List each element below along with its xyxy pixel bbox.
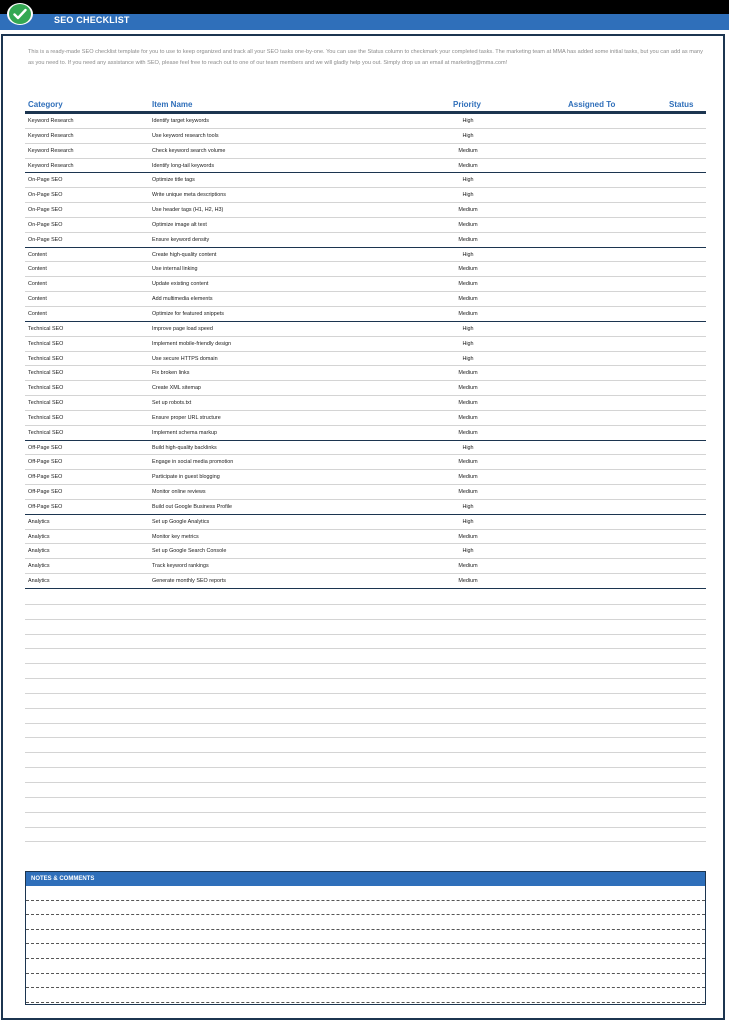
row-category: Technical SEO <box>28 355 64 362</box>
row-priority: Medium <box>458 385 478 392</box>
row-priority: Medium <box>458 266 478 273</box>
row-item-name: Build out Google Business Profile <box>152 503 233 510</box>
row-category: Technical SEO <box>28 385 64 392</box>
blank-row[interactable] <box>25 635 706 650</box>
top-black-bar <box>0 0 729 14</box>
blank-row[interactable] <box>25 813 706 828</box>
row-category: Off-Page SEO <box>28 474 63 481</box>
row-category: Keyword Research <box>28 147 74 154</box>
table-row[interactable] <box>25 470 706 485</box>
table-row[interactable] <box>25 455 706 470</box>
header-assigned-to: Assigned To <box>568 100 616 109</box>
row-item-name: Engage in social media promotion <box>152 459 234 466</box>
table-row[interactable] <box>25 396 706 411</box>
blank-row[interactable] <box>25 679 706 694</box>
row-category: On-Page SEO <box>28 221 63 228</box>
blank-row[interactable] <box>25 724 706 739</box>
row-priority: Medium <box>458 281 478 288</box>
row-category: Content <box>28 296 47 303</box>
table-row[interactable] <box>25 366 706 381</box>
row-item-name: Implement mobile-friendly design <box>152 340 232 347</box>
row-item-name: Update existing content <box>152 281 209 288</box>
table-row[interactable] <box>25 218 706 233</box>
blank-row[interactable] <box>25 753 706 768</box>
row-priority: Medium <box>458 563 478 570</box>
table-row[interactable] <box>25 485 706 500</box>
row-category: Off-Page SEO <box>28 459 63 466</box>
row-category: Keyword Research <box>28 132 74 139</box>
table-row[interactable] <box>25 173 706 188</box>
row-item-name: Monitor key metrics <box>152 533 199 540</box>
row-item-name: Identify target keywords <box>152 118 209 124</box>
row-priority: Medium <box>458 147 478 154</box>
table-row[interactable] <box>25 144 706 159</box>
row-priority: Medium <box>458 162 478 169</box>
row-priority: Medium <box>458 474 478 481</box>
row-priority: High <box>462 503 474 510</box>
blank-row[interactable] <box>25 709 706 724</box>
table-row[interactable] <box>25 277 706 292</box>
row-priority: High <box>462 251 474 258</box>
row-category: On-Page SEO <box>28 236 63 243</box>
table-row[interactable] <box>25 530 706 545</box>
note-line[interactable] <box>26 988 705 1003</box>
row-priority: Medium <box>458 414 478 421</box>
blank-rows <box>25 590 706 842</box>
blank-row[interactable] <box>25 590 706 605</box>
note-line[interactable] <box>26 886 705 901</box>
table-row[interactable] <box>25 574 706 589</box>
row-priority: Medium <box>458 489 478 496</box>
row-category: Off-Page SEO <box>28 489 63 496</box>
row-priority: High <box>462 444 474 451</box>
row-priority: High <box>462 132 474 139</box>
checkmark-logo-icon <box>7 3 33 25</box>
row-category: Keyword Research <box>28 162 74 169</box>
notes-section <box>25 871 706 1005</box>
row-category: On-Page SEO <box>28 192 63 199</box>
row-item-name: Track keyword rankings <box>152 563 209 570</box>
note-line[interactable] <box>26 930 705 945</box>
row-priority: High <box>462 177 474 184</box>
blank-row[interactable] <box>25 664 706 679</box>
row-priority: High <box>462 355 474 362</box>
header-item-name: Item Name <box>152 100 193 109</box>
row-category: Keyword Research <box>28 118 74 124</box>
row-priority: High <box>462 192 474 199</box>
row-priority: High <box>462 518 474 525</box>
row-priority: Medium <box>458 296 478 303</box>
table-row[interactable] <box>25 500 706 515</box>
row-priority: Medium <box>458 207 478 214</box>
row-priority: Medium <box>458 400 478 407</box>
row-item-name: Optimize image alt text <box>152 221 207 228</box>
blank-row[interactable] <box>25 694 706 709</box>
blank-row[interactable] <box>25 798 706 813</box>
table-row[interactable] <box>25 544 706 559</box>
row-item-name: Set up robots.txt <box>152 400 192 407</box>
row-priority: Medium <box>458 221 478 228</box>
row-category: Analytics <box>28 578 50 585</box>
intro-text: This is a ready-made SEO checklist template for you to use to keep organized and track all your SEO tasks one-by-one. You can use the Status column to checkmark your completed tasks. The marketing team at MMA has added some initial tasks, but you can add as many as you need to. If you need any assistance with SEO, please feel free to reach out to one of our team members and we will gladly help you out. Simply drop us an email at marketing@mma.com! <box>28 49 703 66</box>
row-priority: Medium <box>458 429 478 436</box>
row-priority: High <box>462 548 474 555</box>
row-category: Analytics <box>28 518 50 525</box>
note-line[interactable] <box>26 944 705 959</box>
row-item-name: Set up Google Analytics <box>152 518 210 525</box>
row-item-name: Create XML sitemap <box>152 385 201 392</box>
table-row[interactable] <box>25 129 706 144</box>
table-row[interactable] <box>25 307 706 322</box>
blank-row[interactable] <box>25 783 706 798</box>
row-priority: Medium <box>458 533 478 540</box>
note-line[interactable] <box>26 901 705 916</box>
row-item-name: Add multimedia elements <box>152 296 213 303</box>
row-item-name: Implement schema markup <box>152 429 218 436</box>
row-item-name: Identify long-tail keywords <box>152 162 215 169</box>
row-category: Off-Page SEO <box>28 503 63 510</box>
row-item-name: Use secure HTTPS domain <box>152 355 218 362</box>
title-bar <box>0 14 729 30</box>
table-row[interactable] <box>25 559 706 574</box>
header-priority: Priority <box>453 100 482 109</box>
row-category: Analytics <box>28 533 50 540</box>
row-category: Technical SEO <box>28 325 64 332</box>
table-row[interactable] <box>25 411 706 426</box>
row-category: Content <box>28 310 47 317</box>
row-category: Technical SEO <box>28 370 64 377</box>
row-item-name: Use internal linking <box>152 266 198 273</box>
blank-row[interactable] <box>25 605 706 620</box>
row-category: Analytics <box>28 563 50 570</box>
row-item-name: Improve page load speed <box>152 325 213 332</box>
row-item-name: Ensure keyword density <box>152 236 210 243</box>
table-row[interactable] <box>25 262 706 277</box>
blank-row[interactable] <box>25 649 706 664</box>
row-item-name: Generate monthly SEO reports <box>152 578 227 585</box>
checklist-rows <box>25 114 706 589</box>
row-category: Content <box>28 251 47 258</box>
note-line[interactable] <box>26 915 705 930</box>
row-category: Technical SEO <box>28 429 64 436</box>
blank-row[interactable] <box>25 768 706 783</box>
table-row[interactable] <box>25 188 706 203</box>
row-item-name: Fix broken links <box>152 370 190 377</box>
table-row[interactable] <box>25 426 706 441</box>
row-priority: Medium <box>458 310 478 317</box>
row-category: Technical SEO <box>28 414 64 421</box>
row-category: On-Page SEO <box>28 207 63 214</box>
row-priority: High <box>462 325 474 332</box>
blank-row[interactable] <box>25 828 706 843</box>
row-category: Content <box>28 281 47 288</box>
header-category: Category <box>28 100 63 109</box>
row-item-name: Create high-quality content <box>152 251 217 258</box>
note-line[interactable] <box>26 974 705 989</box>
row-item-name: Write unique meta descriptions <box>152 192 226 199</box>
blank-row[interactable] <box>25 738 706 753</box>
row-category: On-Page SEO <box>28 177 63 184</box>
row-item-name: Optimize for featured snippets <box>152 310 224 317</box>
row-category: Analytics <box>28 548 50 555</box>
row-item-name: Ensure proper URL structure <box>152 414 221 421</box>
row-priority: Medium <box>458 578 478 585</box>
row-item-name: Optimize title tags <box>152 177 195 184</box>
row-priority: Medium <box>458 370 478 377</box>
table-row[interactable] <box>25 352 706 367</box>
row-priority: High <box>462 118 474 124</box>
row-priority: High <box>462 340 474 347</box>
table-row[interactable] <box>25 441 706 456</box>
notes-lines <box>26 886 705 1003</box>
row-category: Technical SEO <box>28 400 64 407</box>
table-row[interactable] <box>25 159 706 174</box>
table-row[interactable] <box>25 337 706 352</box>
table-row[interactable] <box>25 233 706 248</box>
header-status: Status <box>669 100 694 109</box>
row-category: Technical SEO <box>28 340 64 347</box>
page-title: SEO CHECKLIST <box>54 15 130 25</box>
row-item-name: Use keyword research tools <box>152 132 219 139</box>
table-row[interactable] <box>25 203 706 218</box>
table-row[interactable] <box>25 515 706 530</box>
row-item-name: Participate in guest blogging <box>152 474 220 481</box>
blank-row[interactable] <box>25 620 706 635</box>
table-row[interactable] <box>25 292 706 307</box>
row-item-name: Monitor online reviews <box>152 489 206 496</box>
row-item-name: Build high-quality backlinks <box>152 444 217 451</box>
notes-header: NOTES & COMMENTS <box>26 872 705 886</box>
row-item-name: Set up Google Search Console <box>152 548 227 555</box>
row-priority: Medium <box>458 236 478 243</box>
row-item-name: Check keyword search volume <box>152 147 226 154</box>
row-category: Content <box>28 266 47 273</box>
table-row[interactable] <box>25 322 706 337</box>
note-line[interactable] <box>26 959 705 974</box>
row-item-name: Use header tags (H1, H2, H3) <box>152 207 224 214</box>
table-row[interactable] <box>25 248 706 263</box>
table-row[interactable] <box>25 381 706 396</box>
row-priority: Medium <box>458 459 478 466</box>
row-category: Off-Page SEO <box>28 444 63 451</box>
table-row[interactable] <box>25 114 706 129</box>
